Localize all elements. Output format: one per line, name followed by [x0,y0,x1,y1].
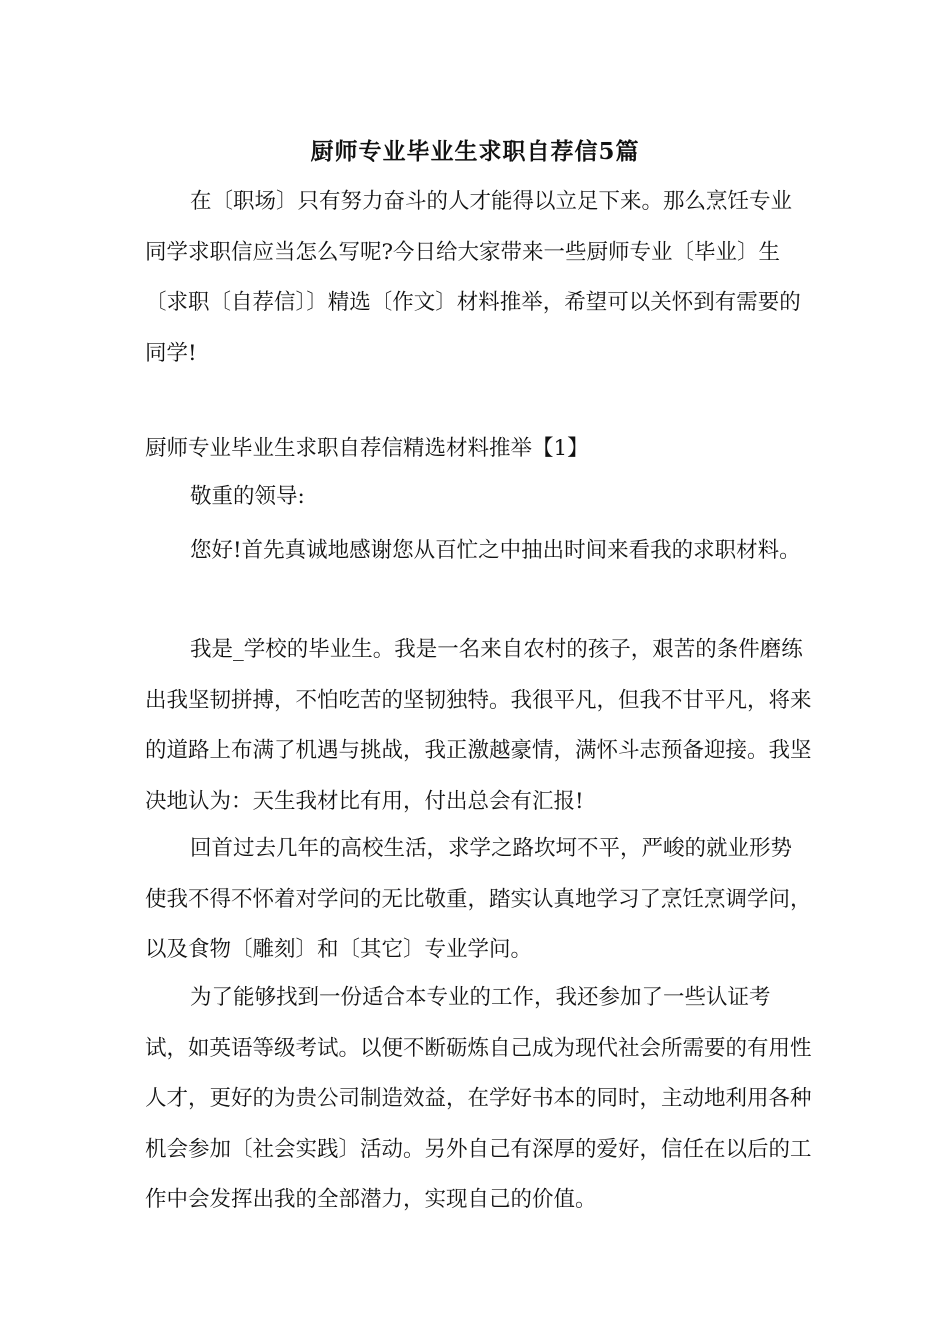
body-paragraph-2: 回首过去几年的高校生活，求学之路坎坷不平，严峻的就业形势使我不得不怀着对学问的无比敬重，踏实认真地学习了烹饪烹调学问，以及食物〔雕刻〕和〔其它〕专业学问。 [145,836,812,962]
hello-line: 您好!首先真诚地感谢您从百忙之中抽出时间来看我的求职材料。 [190,538,801,563]
body-paragraph-3: 为了能够找到一份适合本专业的工作，我还参加了一些认证考试，如英语等级考试。以便不断砺炼自己成为现代社会所需要的有用性人才，更好的为贵公司制造效益，在学好书本的同时，主动地利用各种机会参加〔社会实践〕活动。另外自己有深厚的爱好，信任在以后的工作中会发挥出我的全部潜力，实现自己的价值。 [145,985,812,1212]
section-heading: 厨师专业毕业生求职自荐信精选材料推举【1】 [145,436,589,461]
intro-paragraph: 在〔职场〕只有努力奋斗的人才能得以立足下来。那么烹饪专业同学求职信应当怎么写呢?今日给大家带来一些厨师专业〔毕业〕生〔求职〔自荐信〕〕精选〔作文〕材料推举，希望可以关怀到有需要的同学! [145,189,801,366]
greeting-line: 敬重的领导: [190,484,305,509]
body-paragraph-1: 我是_学校的毕业生。我是一名来自农村的孩子，艰苦的条件磨练出我坚韧拼搏，不怕吃苦的坚韧独特。我很平凡，但我不甘平凡，将来的道路上布满了机遇与挑战，我正激越豪情，满怀斗志预备迎接。我坚决地认为：天生我材比有用，付出总会有汇报! [145,637,812,814]
document-title: 厨师专业毕业生求职自荐信5篇 [310,138,640,165]
